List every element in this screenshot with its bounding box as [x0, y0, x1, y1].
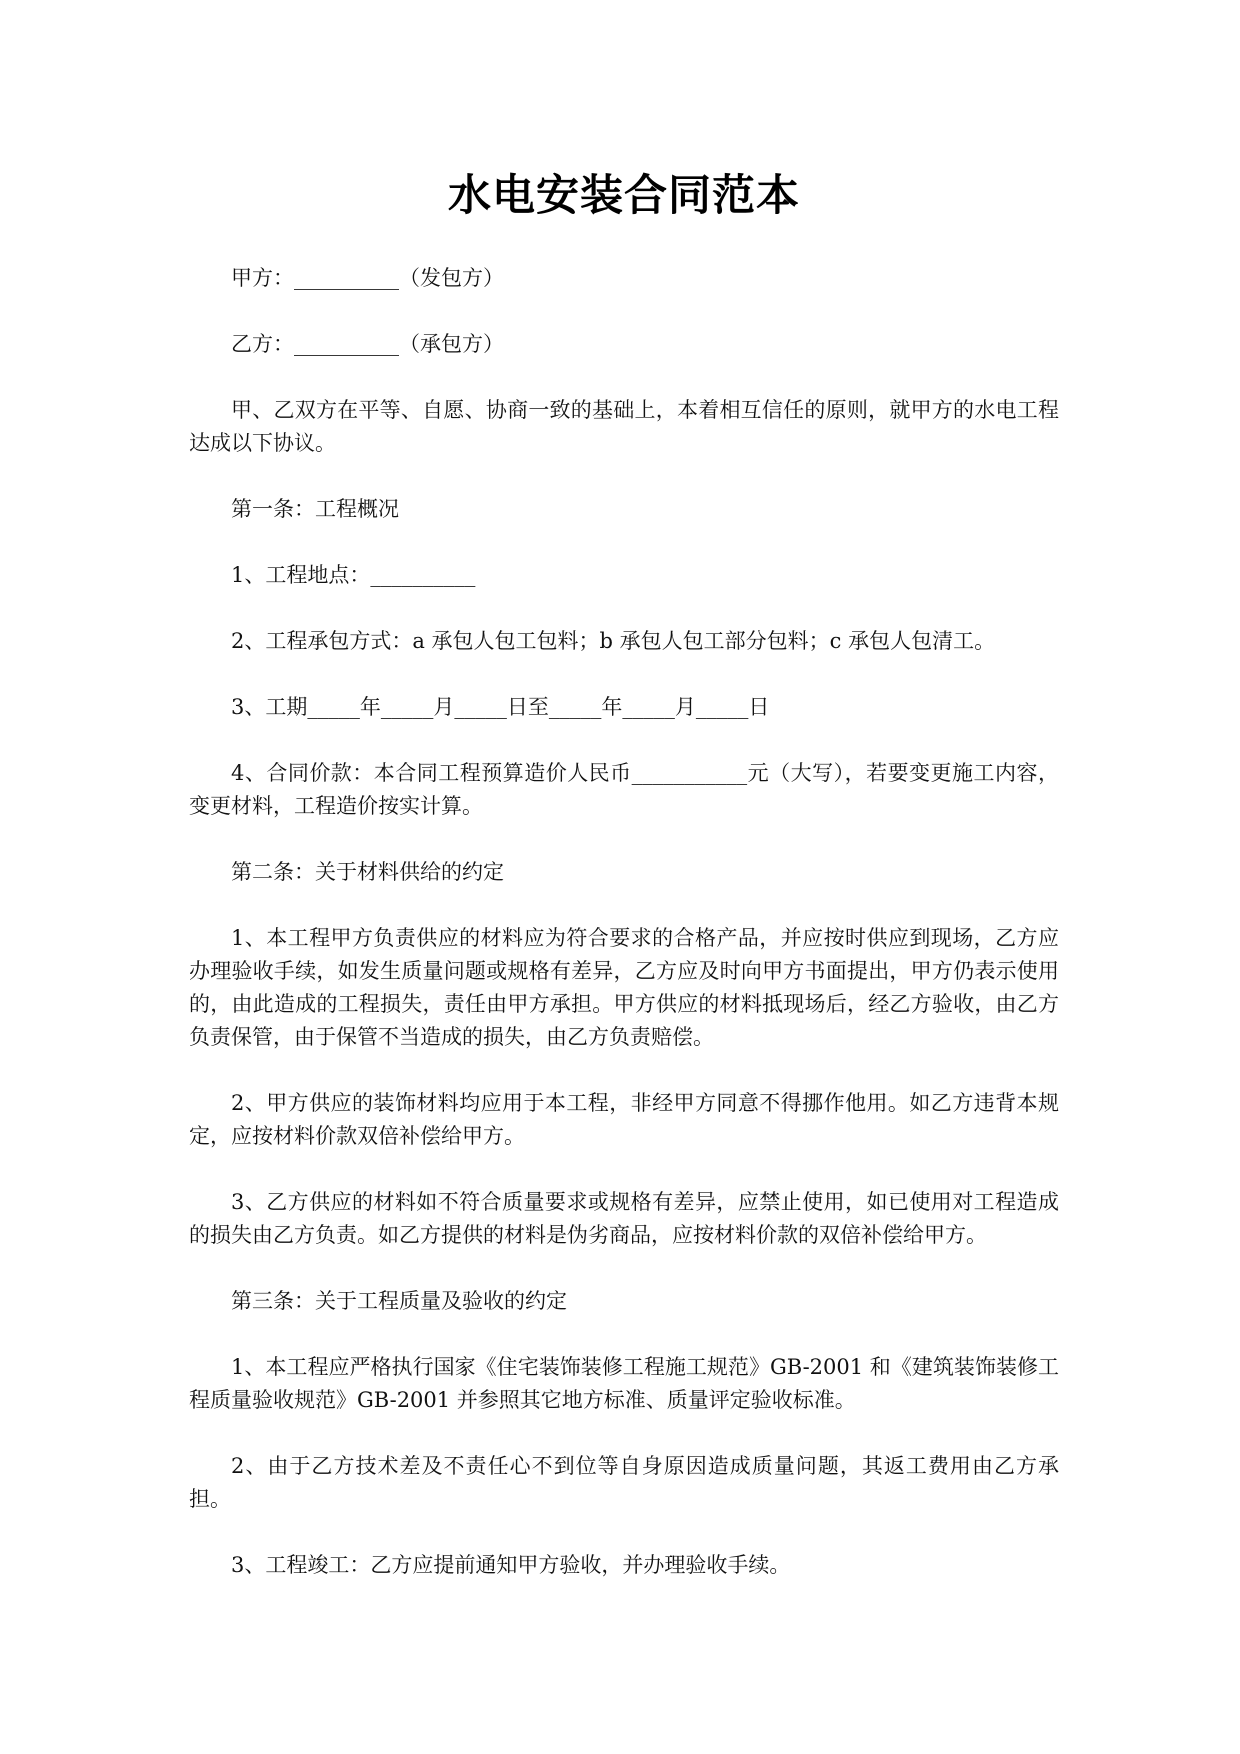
article-2-heading: 第二条：关于材料供给的约定: [231, 860, 504, 884]
article-1-clause-1: 1、工程地点：__________: [231, 563, 476, 587]
article-3-clause-3: 3、工程竣工：乙方应提前通知甲方验收，并办理验收手续。: [231, 1553, 791, 1577]
article-3-clause-2: 2、由于乙方技术差及不责任心不到位等自身原因造成质量问题，其返工费用由乙方承担。: [189, 1454, 1059, 1511]
article-1-heading: 第一条：工程概况: [231, 497, 399, 521]
article-2-clause-2: 2、甲方供应的装饰材料均应用于本工程，非经甲方同意不得挪作他用。如乙方违背本规定，应按材料价款双倍补偿给甲方。: [189, 1091, 1059, 1148]
article-2-clause-1: 1、本工程甲方负责供应的材料应为符合要求的合格产品，并应按时供应到现场，乙方应办理验收手续，如发生质量问题或规格有差异，乙方应及时向甲方书面提出，甲方仍表示使用的，由此造成的工程损失，责任由甲方承担。甲方供应的材料抵现场后，经乙方验收，由乙方负责保管，由于保管不当造成的损失，由乙方负责赔偿。: [189, 926, 1059, 1049]
document-title: 水电安装合同范本: [448, 171, 800, 221]
party-a-line: 甲方：__________（发包方）: [231, 266, 504, 290]
article-1-clause-2: 2、工程承包方式：a 承包人包工包料；b 承包人包工部分包料；c 承包人包清工。: [231, 629, 996, 653]
article-3-clause-1: 1、本工程应严格执行国家《住宅装饰装修工程施工规范》GB-2001 和《建筑装饰装修工程质量验收规范》GB-2001 并参照其它地方标准、质量评定验收标准。: [189, 1355, 1059, 1412]
document-page: [189, 0, 1059, 1754]
preamble-paragraph: 甲、乙双方在平等、自愿、协商一致的基础上，本着相互信任的原则，就甲方的水电工程达成以下协议。: [189, 398, 1059, 455]
document-body: [189, 262, 1059, 1615]
party-b-line: 乙方：__________（承包方）: [231, 332, 504, 356]
article-2-clause-3: 3、乙方供应的材料如不符合质量要求或规格有差异，应禁止使用，如已使用对工程造成的损失由乙方负责。如乙方提供的材料是伪劣商品，应按材料价款的双倍补偿给甲方。: [189, 1190, 1059, 1247]
article-3-heading: 第三条：关于工程质量及验收的约定: [231, 1289, 567, 1313]
article-1-clause-3: 3、工期_____年_____月_____日至_____年_____月_____日: [231, 695, 770, 719]
article-1-clause-4: 4、合同价款：本合同工程预算造价人民币___________元（大写），若要变更施工内容，变更材料，工程造价按实计算。: [189, 761, 1059, 818]
